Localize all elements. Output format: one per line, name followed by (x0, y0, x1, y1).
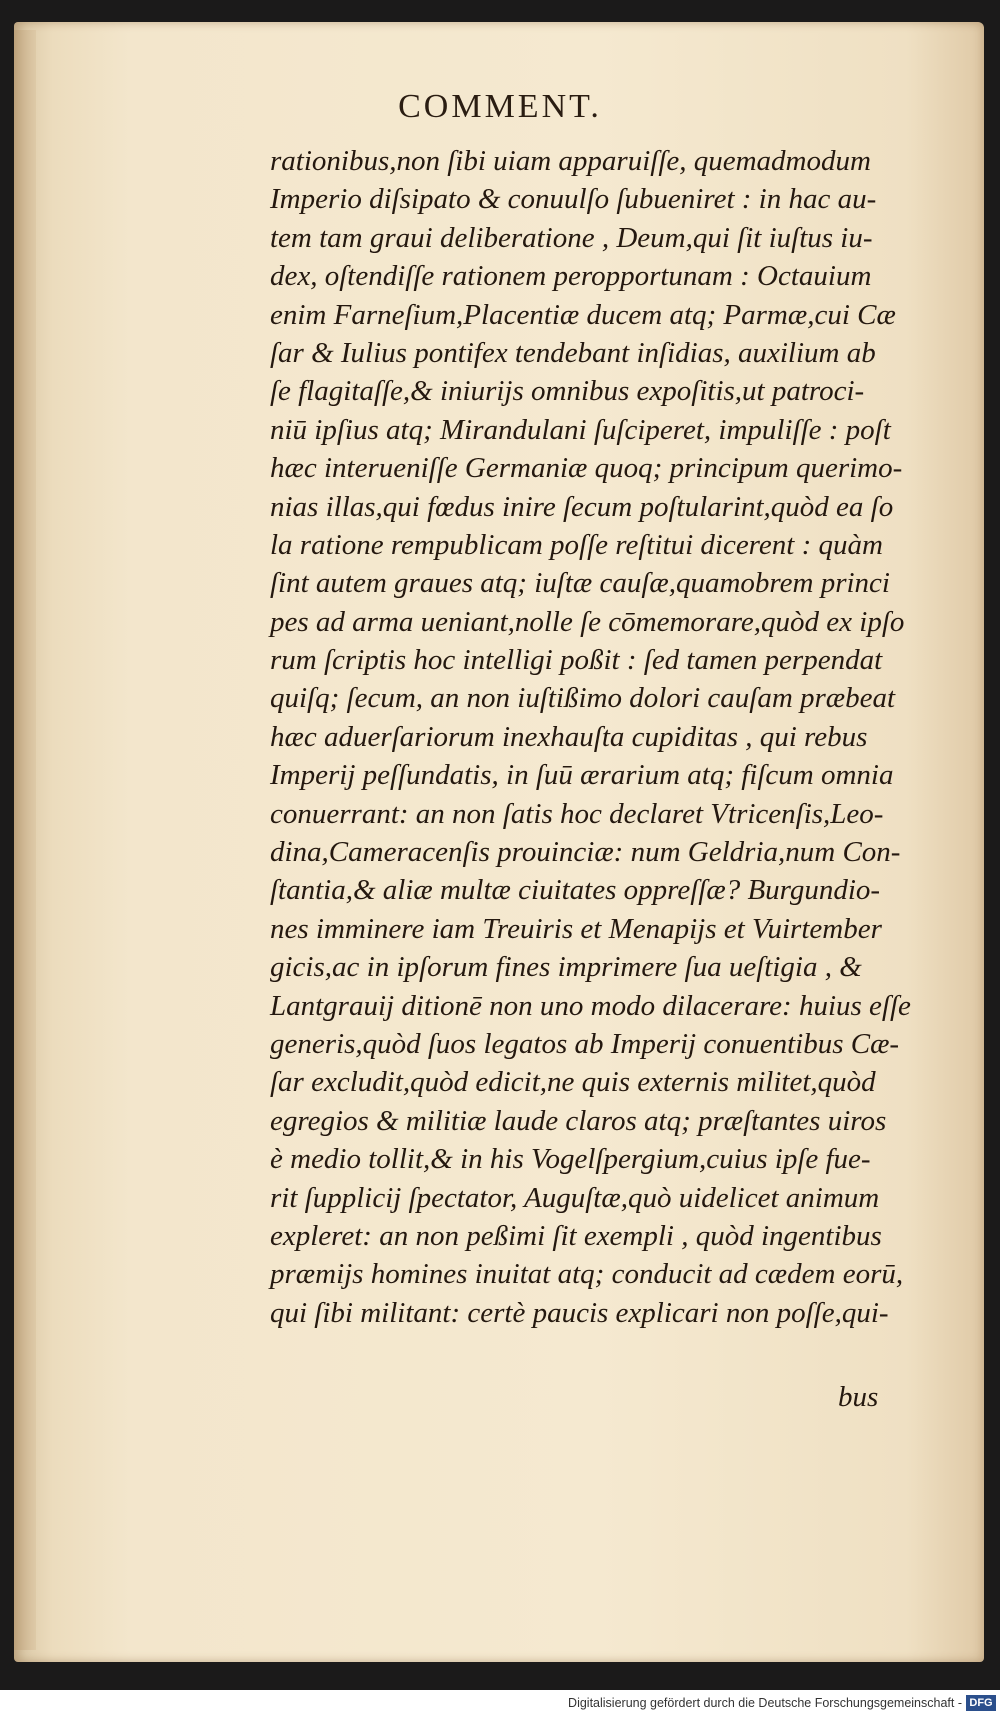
text-line: dex, oſtendiſſe rationem peropportunam : Octauium (270, 260, 872, 293)
text-line: rit ſupplicij ſpectator, Auguſtæ,quò uidelicet animum (270, 1181, 880, 1214)
text-line: dina,Cameracenſis prouinciæ: num Geldria,num Con- (270, 836, 901, 869)
page-gutter-shadow (14, 30, 36, 1650)
text-line: è medio tollit,& in his Vogelſpergium,cuius ipſe fue- (270, 1143, 871, 1176)
text-line: tem tam graui deliberatione , Deum,qui ſit iuſtus iu- (270, 221, 873, 254)
text-line: Lantgrauij ditionē non uno modo dilacerare: huius eſſe (270, 989, 911, 1022)
text-line: egregios & militiæ laude claros atq; præſtantes uiros (270, 1104, 887, 1137)
running-head: COMMENT. (398, 88, 602, 125)
text-line: præmijs homines inuitat atq; conducit ad cædem eorū, (270, 1258, 904, 1291)
digitization-credit: Digitalisierung gefördert durch die Deutsche Forschungsgemeinschaft - (568, 1696, 962, 1710)
text-line: conuerrant: an non ſatis hoc declaret Vtricenſis,Leo- (270, 797, 884, 830)
text-line: quiſq; ſecum, an non iuſtißimo dolori cauſam præbeat (270, 682, 896, 715)
text-line: ſe flagitaſſe,& iniurijs omnibus expoſitis,ut patroci- (270, 375, 865, 408)
text-line: enim Farneſium,Placentiæ ducem atq; Parmæ,cui Cæ (270, 298, 896, 331)
text-line: generis,quòd ſuos legatos ab Imperij conuentibus Cæ- (270, 1027, 900, 1060)
text-line: rationibus,non ſibi uiam apparuiſſe, quemadmodum (270, 145, 871, 177)
text-line: ſar excludit,quòd edicit,ne quis externis militet,quòd (270, 1066, 876, 1099)
catchword: bus (838, 1381, 879, 1413)
text-line: Imperij peſſundatis, in ſuū ærarium atq; fiſcum omnia (270, 759, 894, 792)
text-line: la ratione rempublicam poſſe reſtitui dicerent : quàm (270, 528, 883, 561)
text-line: ſtantia,& aliæ multæ ciuitates oppreſſæ? Burgundio- (270, 874, 881, 907)
text-line: rum ſcriptis hoc intelligi poßit : ſed tamen perpendat (270, 644, 883, 677)
text-line: ſint autem graues atq; iuſtæ cauſæ,quamobrem princi (270, 567, 890, 600)
text-line: qui ſibi militant: certè paucis explicari non poſſe,qui- (270, 1296, 889, 1329)
text-line: Imperio diſsipato & conuulſo ſubueniret : in hac au- (270, 183, 877, 216)
text-line: nes imminere iam Treuiris et Menapijs et Vuirtember (270, 912, 882, 945)
text-line: expleret: an non peßimi ſit exempli , quòd ingentibus (270, 1219, 882, 1252)
text-line: nias illas,qui fœdus inire ſecum poſtularint,quòd ea ſo (270, 490, 894, 523)
text-line: niū ipſius atq; Mirandulani ſuſciperet, impuliſſe : poſt (270, 413, 891, 446)
text-line: hæc aduerſariorum inexhauſta cupiditas , qui rebus (270, 720, 868, 753)
text-line: hæc interueniſſe Germaniæ quoq; principum querimo- (270, 452, 903, 485)
text-line: pes ad arma ueniant,nolle ſe cōmemorare,quòd ex ipſo (270, 605, 905, 638)
dfg-logo: DFG (966, 1695, 996, 1711)
text-line: ſar & Iulius pontifex tendebant inſidias, auxilium ab (270, 336, 876, 369)
body-text (270, 142, 910, 1332)
text-line: gicis,ac in ipſorum fines imprimere ſua ueſtigia , & (270, 951, 862, 984)
